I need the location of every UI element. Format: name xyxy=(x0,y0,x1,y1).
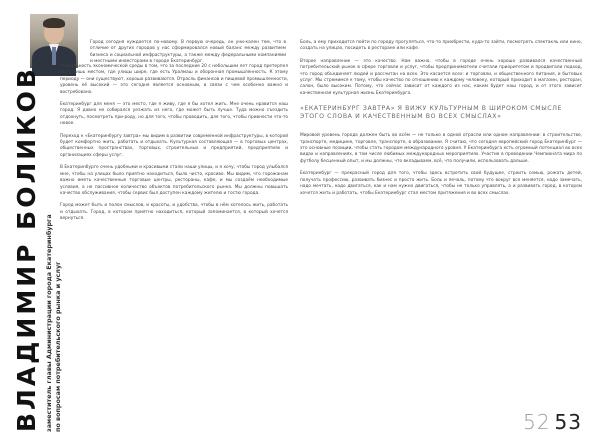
paragraph: Екатеринбург для меня — это место, где я живу, где я бы хотел жить. Мне очень нравится наш город. Я давно не собирался уезжать из него, где может быть лучше. Туда можно съездить отдохнуть, посмотреть при-роду, но для того, чтобы проводить, для того, чтобы привнести что-то новое. xyxy=(60,102,288,127)
right-text-column xyxy=(300,40,582,420)
paragraph: Город может быть и полон смыслов, и красоты, и удобства, чтобы в нём хотелось жить, работать и отдыхать. Город, в котором приятно находиться, который запоминается, в который хочется вернуться. xyxy=(60,203,288,222)
paragraph: Боль, а ему приходится пойти по городу прогуляться, что-то приобрести, куда-то зайти, посмотреть спектакль или кино, создать на улицах, посидеть в ресторане или кафе. xyxy=(300,40,582,52)
paragraph: Мировой уровень города должен быть во всём — не только в одной отрасли или одном направлении: в строительстве, транспорте, медицине, торговле, транспорте, в образовании. Я считаю, что сегодня европейский город Екатеринбург — это основные позиции, чтобы стать городом международного уровня. У Екатеринбурга есть огромный потенциал во всех видах и направлениях, в том числе любимых международных мероприятиях. Участие в проведении Чемпионата мира по футболу бесценный опыт, и мы должны, что вкладываем, всё, что получили, использовать дальше. xyxy=(300,133,582,164)
author-name: ВЛАДИМИР БОЛИКОВ xyxy=(12,66,41,432)
paragraph: В Екатеринбурге очень удобными и красивыми стали наши улицы, и я хочу, чтобы город улыбался мне, чтобы на улицах было приятно находиться, было чисто, красиво. Мы видим, что горожанам важно иметь качественные торговые центры, рестораны, кафе, и мы создаём необходимые условия, а не пассивное количество объектов потребительского рынка. Мы должны повышать качество обслуживания, чтобы сервис был доступен каждому жителю и гостю города. xyxy=(60,165,288,196)
paragraph: Переход к «Екатеринбургу завтра» мы видим в развитии современной инфраструктуры, в которой будет комфортно жить, работать и отдыхать. Культурная составляющая — в торговых центрах, общественных пространствах, торговых, строительных и предприятий, предприятиях и организациях сферы услуг. xyxy=(60,133,288,158)
paragraph: Второе направление — это качество. Нам важно, чтобы в городе очень хорошо развивался качественный потребительский рынок в сфере торговли и услуг, чтобы предприниматели считали приоритетом и продвигали подход, что город объединяет людей и рассчитан на всех. Это касается всех: и торговли, и общественного питания, и бытовых услуг. Мы стремимся к тому, чтобы качество по отношению к каждому человеку, который приходит в магазин, ресторан, салон, было высоким. Потому, что сейчас зависит от каждого из нас, каким будет наш город, и от этого зависит качественная культурная жизнь Екатеринбурга. xyxy=(300,58,582,96)
author-portrait xyxy=(30,14,78,68)
paragraph: Город сегодня нуждается по-новому. В первую очередь, он уни-кален тем, что в отличие от других городов у нас сформировался новый баланс между развитием бизнеса и социальной инфраструктуры, а также между федеральными компаниями и местными инвесторами в городе Екатеринбург. xyxy=(90,40,286,65)
page-number-left: 52 xyxy=(523,410,551,434)
paragraph: Екатеринбург — прекрасный город для того, чтобы здесь встретить свой будущее, строить семью, рожать детей, получать профессию, развивать бизнес и просто жить. Боль и печаль, потому что вокруг все меняется, надо замечать, надо мечтать, надо двигаться, как и нам нужно двигаться, чтобы не только управлять, а и развивать город, в котором хочется жить и работать, чтобы Екатеринбург стал местом притяжения и во всех смыслах. xyxy=(300,171,582,196)
intro-paragraph xyxy=(90,40,286,65)
paragraph: Уникальность экономической среды в том, что за последние 20 с небольшим лет город претерпел быть лишь местом, где улицы шире, где есть Уралмаш и оборонная промышленность. К этому периоду — они существуют, хорошо развиваются. Отрасль финансов и пищевой промышленности, уровень её высокий — это сегодня является основным, в связи с чем особенно важно и востребовано. xyxy=(60,64,288,95)
pull-quote: «ЕКАТЕРИНБУРГ ЗАВТРА» Я ВИЖУ КУЛЬТУРНЫМ В ШИРОКОМ СМЫСЛЕ ЭТОГО СЛОВА И КАЧЕСТВЕННЫМ ВО ВСЕХ СМЫСЛАХ» xyxy=(300,105,562,121)
left-text-column xyxy=(60,64,288,436)
author-position-line-2: по вопросам потребительского рынка и услуг xyxy=(54,261,62,432)
page-number-right: 53 xyxy=(554,410,582,434)
page-numbers xyxy=(523,410,582,434)
author-position-line-1: заместитель главы Администрации города Екатеринбурга xyxy=(45,214,53,432)
